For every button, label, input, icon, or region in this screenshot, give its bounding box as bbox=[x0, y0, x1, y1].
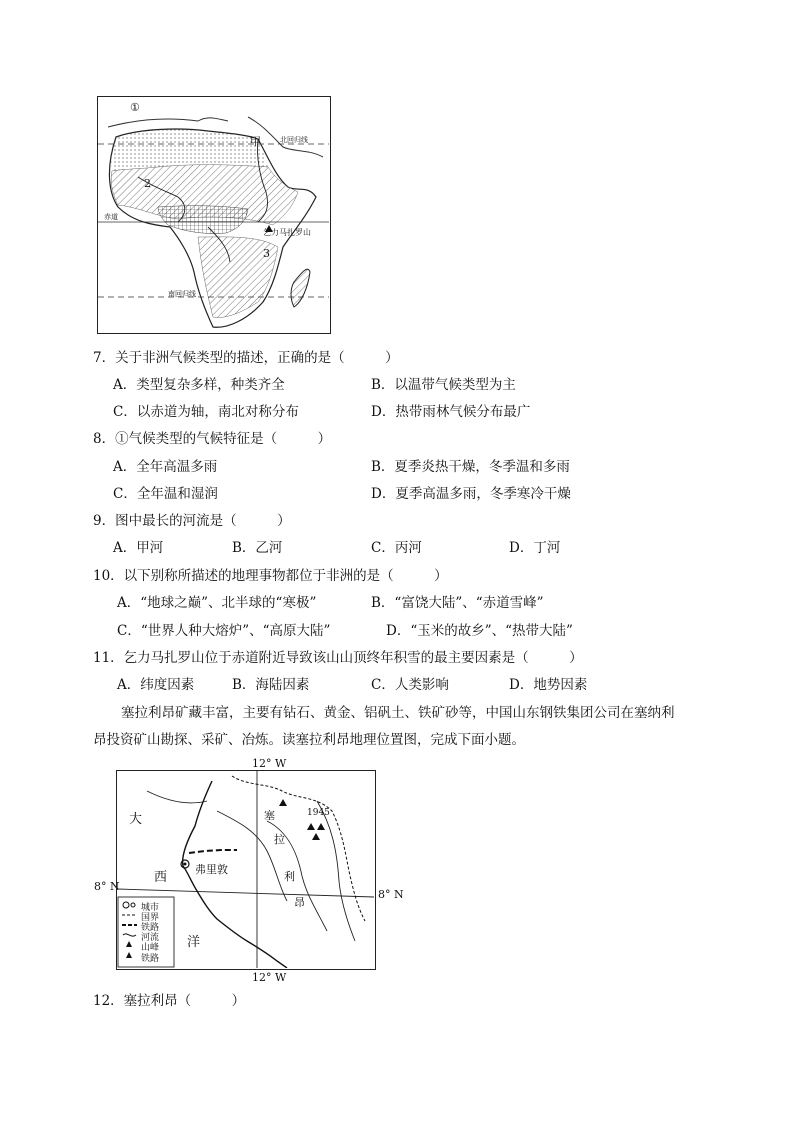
question-10-option-a: A．“地球之巅”、北半球的“寒极” bbox=[117, 595, 317, 611]
question-10-stem: 10．以下别称所描述的地理事物都位于非洲的是（ ） bbox=[93, 568, 448, 584]
country-label-1: 塞 bbox=[264, 809, 275, 822]
passage-line-2: 昂投资矿山勘探、采矿、冶炼。读塞拉利昂地理位置图，完成下面小题。 bbox=[93, 732, 525, 748]
city-dot bbox=[184, 863, 187, 866]
question-9-option-a: A．甲河 bbox=[113, 540, 164, 556]
africa-map-graphic bbox=[98, 97, 329, 332]
question-7-stem: 7．关于非洲气候类型的描述，正确的是（ ） bbox=[93, 350, 399, 366]
latitude-line bbox=[117, 889, 374, 897]
peak-icon-3 bbox=[317, 823, 325, 830]
legend-peak-label-2: 铁路 bbox=[141, 954, 160, 964]
north-tropic-label: 北回归线 bbox=[280, 136, 308, 144]
latitude-right-label: 8° N bbox=[378, 888, 404, 901]
question-10-option-b: B．“富饶大陆”、“赤道雪峰” bbox=[371, 595, 544, 611]
question-7-option-c: C．以赤道为轴，南北对称分布 bbox=[113, 404, 299, 420]
kilimanjaro-label: 乞力马扎罗山 bbox=[263, 228, 311, 237]
question-8-stem: 8．①气候类型的气候特征是（ ） bbox=[93, 431, 332, 447]
question-11-option-c: C．人类影响 bbox=[371, 677, 449, 693]
zone-label-1: ① bbox=[130, 101, 140, 114]
question-11-option-d: D．地势因素 bbox=[509, 677, 588, 693]
south-tropic-label: 南回归线 bbox=[168, 290, 196, 298]
latitude-left-label: 8° N bbox=[94, 880, 120, 893]
country-label-3: 利 bbox=[284, 870, 295, 883]
europe-coast bbox=[108, 118, 228, 127]
ocean-label-1: 大 bbox=[129, 812, 143, 827]
river-4 bbox=[147, 791, 207, 803]
country-label-4: 昂 bbox=[294, 896, 305, 909]
question-8-option-d: D．夏季高温多雨，冬季寒冷干燥 bbox=[371, 486, 571, 502]
question-12-stem: 12．塞拉利昂（ ） bbox=[93, 993, 246, 1009]
passage-line-1: 塞拉利昂矿藏丰富，主要有钻石、黄金、铝矾土、铁矿砂等，中国山东钢铁集团公司在塞纳利 bbox=[121, 705, 675, 721]
question-9-option-c: C．丙河 bbox=[371, 540, 422, 556]
zone-label-3: 3 bbox=[263, 247, 270, 260]
peak-icon-2 bbox=[307, 823, 315, 830]
question-9-stem: 9．图中最长的河流是（ ） bbox=[93, 513, 291, 529]
question-9-option-b: B．乙河 bbox=[232, 540, 283, 556]
country-label-2: 拉 bbox=[274, 833, 285, 846]
question-7-option-b: B．以温带气候类型为主 bbox=[371, 377, 516, 393]
africa-climate-map bbox=[97, 96, 331, 334]
legend-railway-label: 铁路 bbox=[141, 923, 160, 933]
peak-icon-1 bbox=[279, 799, 287, 806]
zone-label-2: 2 bbox=[144, 177, 151, 190]
peak-icon-4 bbox=[312, 833, 320, 840]
sierra-leone-map bbox=[116, 770, 376, 970]
question-11-stem: 11．乞力马扎罗山位于赤道附近导致该山山顶终年积雪的最主要因素是（ ） bbox=[93, 650, 583, 666]
peak-elevation-label: 1945 bbox=[307, 808, 330, 818]
equator-label: 赤道 bbox=[104, 213, 118, 221]
ocean-label-2: 西 bbox=[154, 870, 168, 885]
ocean-label-3: 洋 bbox=[187, 935, 201, 950]
question-8-option-a: A．全年高温多雨 bbox=[113, 459, 218, 475]
legend-peak-label-1: 山峰 bbox=[141, 943, 160, 953]
city-label: 弗里敦 bbox=[195, 863, 228, 876]
question-8-option-b: B．夏季炎热干燥，冬季温和多雨 bbox=[371, 459, 570, 475]
question-7-option-d: D．热带雨林气候分布最广 bbox=[371, 404, 531, 420]
longitude-top-label: 12° W bbox=[252, 757, 287, 770]
question-8-option-c: C．全年温和湿润 bbox=[113, 486, 218, 502]
legend-river-label: 河流 bbox=[141, 933, 160, 943]
question-11-option-b: B．海陆因素 bbox=[232, 677, 310, 693]
madagascar bbox=[291, 269, 310, 307]
legend-border-label: 国界 bbox=[141, 913, 160, 923]
question-7-option-a: A．类型复杂多样，种类齐全 bbox=[113, 377, 285, 393]
legend-city-label: 城市 bbox=[141, 903, 160, 913]
question-11-option-a: A．纬度因素 bbox=[117, 677, 195, 693]
longitude-bottom-label: 12° W bbox=[252, 971, 287, 984]
question-10-option-c: C．“世界人种大熔炉”、“高原大陆” bbox=[117, 623, 331, 639]
question-10-option-d: D．“玉米的故乡”、“热带大陆” bbox=[386, 623, 573, 639]
river-1 bbox=[217, 811, 287, 901]
river-3 bbox=[317, 801, 355, 941]
question-9-option-d: D．丁河 bbox=[509, 540, 561, 556]
river-label-jia: 甲 bbox=[250, 135, 261, 148]
railway bbox=[189, 850, 237, 853]
